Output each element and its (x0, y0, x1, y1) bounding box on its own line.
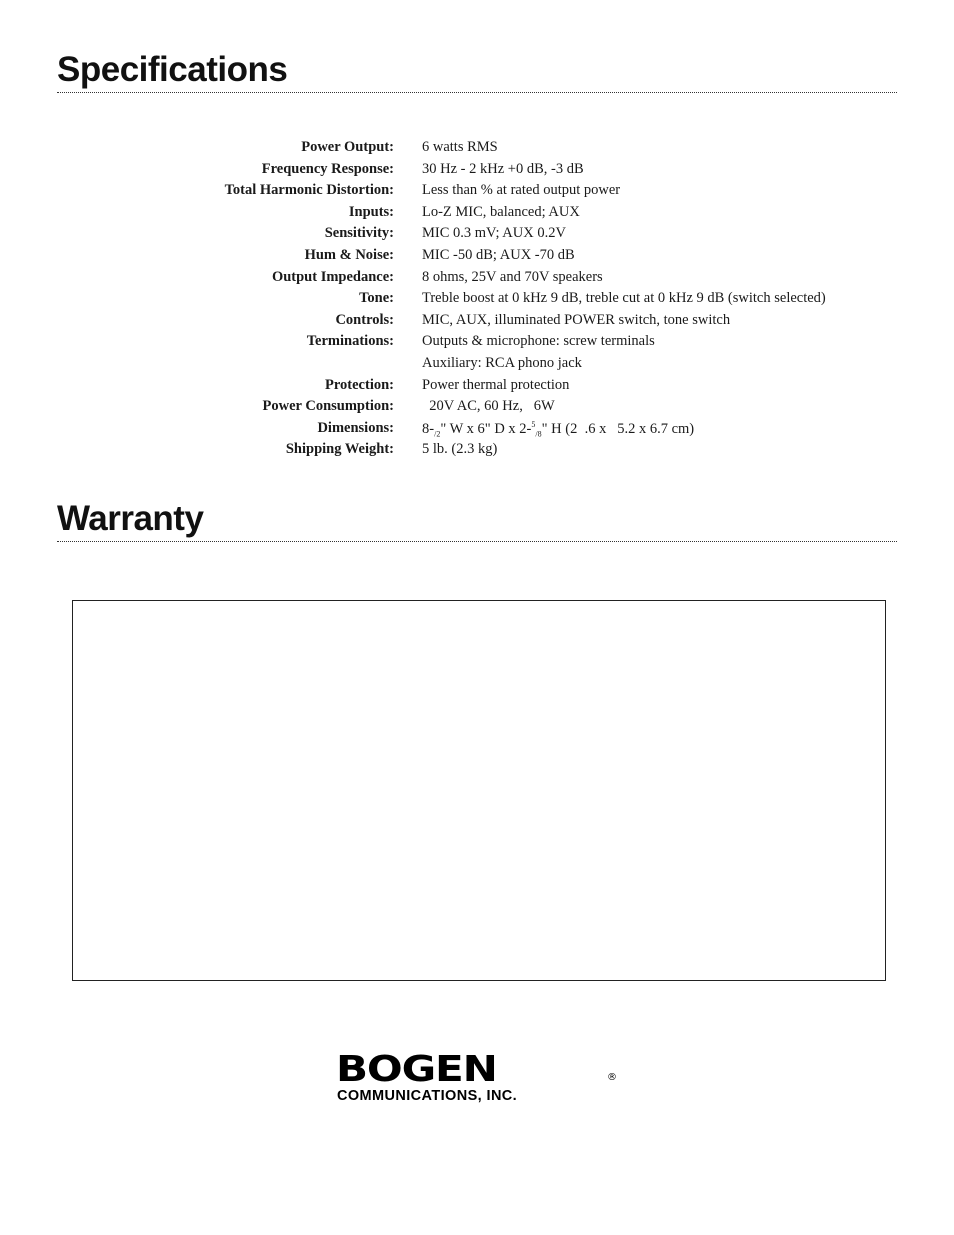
spec-label: Output Impedance: (271, 268, 394, 285)
fraction-denominator: /8 (535, 429, 542, 439)
spec-label: Inputs: (348, 203, 394, 220)
dimension-prefix: 8- (422, 420, 435, 437)
dimension-suffix: " H (2 .6 x 5.2 x 6.7 cm) (541, 420, 695, 437)
spec-row-sensitivity (0, 225, 954, 247)
logo-subtitle: COMMUNICATIONS, INC. (337, 1088, 518, 1104)
spec-label: Tone: (359, 290, 394, 307)
spec-row-controls (0, 312, 954, 334)
spec-row-power-output (0, 139, 954, 161)
spec-value-dimensions (422, 420, 694, 439)
fraction-numerator: 5 (531, 419, 536, 429)
fraction-denominator: /2 (434, 429, 441, 439)
spec-label: Shipping Weight: (285, 441, 394, 458)
spec-label: Frequency Response: (261, 160, 394, 177)
registered-mark: ® (607, 1072, 617, 1083)
spec-row-protection (0, 377, 954, 399)
spec-row-terminations-cont (0, 355, 954, 377)
spec-label: Dimensions: (317, 419, 394, 436)
logo-wordmark: BOGEN (336, 1049, 497, 1090)
spec-row-output-impedance (0, 269, 954, 291)
spec-label: Controls: (335, 311, 394, 328)
spec-label: Power Output: (301, 139, 394, 155)
warranty-heading: Warranty (57, 499, 204, 538)
spec-value: 5 lb. (2.3 kg) (422, 441, 498, 458)
spec-row-frequency-response (0, 161, 954, 183)
spec-value: 8 ohms, 25V and 70V speakers (422, 268, 603, 285)
spec-value: 30 Hz - 2 kHz +0 dB, -3 dB (422, 160, 584, 177)
spec-row-power-consumption (0, 398, 954, 420)
spec-value: MIC 0.3 mV; AUX 0.2V (422, 225, 566, 242)
spec-value: Outputs & microphone: screw terminals (422, 333, 655, 350)
spec-row-inputs (0, 204, 954, 226)
spec-label: Hum & Noise: (304, 246, 394, 263)
spec-value: MIC -50 dB; AUX -70 dB (422, 246, 575, 263)
spec-value: 20V AC, 60 Hz, 6W (422, 398, 555, 415)
spec-value: 6 watts RMS (422, 139, 498, 155)
warranty-box (72, 600, 886, 981)
spec-value: Treble boost at 0 kHz 9 dB, treble cut at 0 kHz 9 dB (switch selected) (422, 290, 826, 307)
specifications-table (0, 139, 954, 463)
spec-label: Sensitivity: (324, 225, 394, 242)
spec-value: Less than % at rated output power (422, 182, 621, 199)
spec-row-thd (0, 182, 954, 204)
warranty-divider (57, 541, 897, 542)
bogen-logo (336, 1049, 626, 1110)
spec-row-terminations (0, 333, 954, 355)
spec-label: Protection: (325, 376, 394, 393)
specifications-divider (57, 92, 897, 93)
spec-row-dimensions (0, 420, 954, 442)
spec-label: Power Consumption: (262, 398, 394, 415)
spec-row-shipping-weight (0, 441, 954, 463)
spec-row-hum-noise (0, 247, 954, 269)
specifications-heading: Specifications (57, 50, 288, 89)
spec-value: Lo-Z MIC, balanced; AUX (422, 203, 580, 220)
dimension-middle: " W x 6" D x 2- (440, 420, 532, 437)
spec-label: Total Harmonic Distortion: (224, 182, 394, 199)
spec-value: Auxiliary: RCA phono jack (422, 354, 582, 371)
spec-row-tone (0, 290, 954, 312)
spec-label: Terminations: (306, 333, 394, 350)
spec-value: Power thermal protection (422, 376, 570, 393)
spec-value: MIC, AUX, illuminated POWER switch, tone switch (422, 311, 731, 328)
